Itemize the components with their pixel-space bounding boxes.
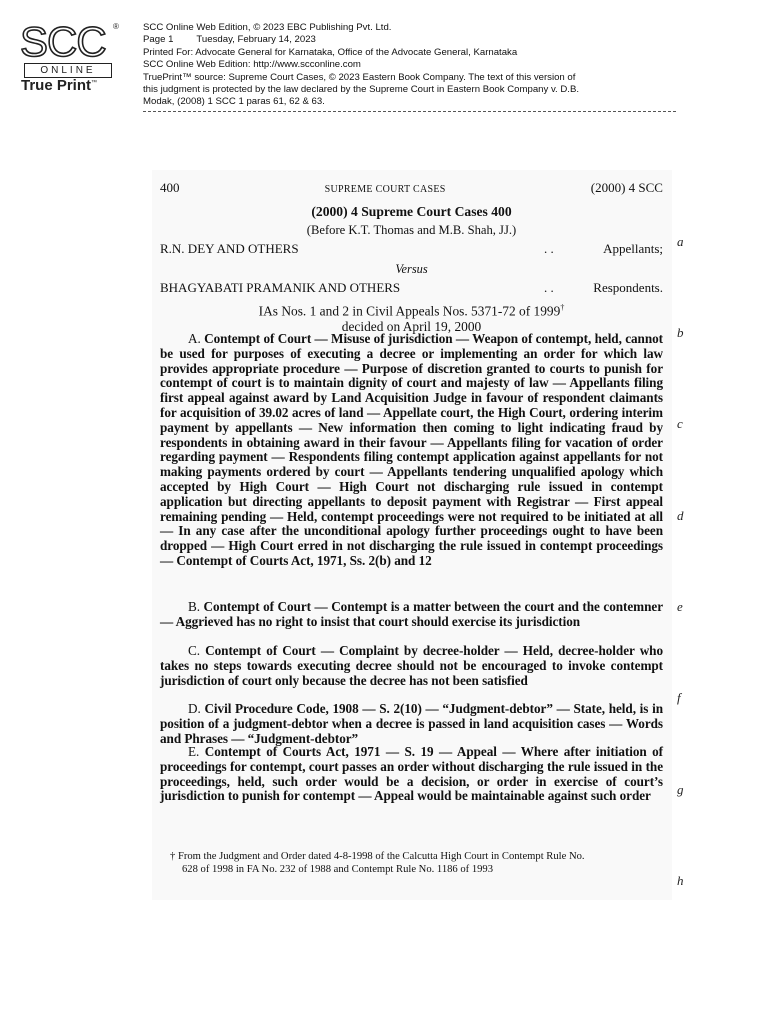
appellant-dots: . .: [544, 241, 554, 256]
headnote-letter: A.: [188, 331, 201, 346]
appellant-role: Appellants;: [603, 241, 663, 256]
running-page-number: 400: [160, 180, 180, 195]
logo-scc-text: SCC: [20, 18, 106, 65]
headnote-letter: E.: [188, 744, 200, 759]
headnote-letter: B.: [188, 599, 200, 614]
print-date: Tuesday, February 14, 2023: [196, 34, 316, 46]
headnote-text: Contempt of Courts Act, 1971 — S. 19 — Appeal — Where after initiation of proceedings for contempt, court passes an order without discharging the rule issued in the proceedings, held, such order would be a decision, or order in exercise of court’s jurisdiction to punish for contempt — Appeal would be maintainable against such order: [160, 744, 663, 804]
headnote-text: Contempt of Court — Contempt is a matter between the court and the contemner — Aggrieved has no right to insist that court should exercise its jurisdiction: [160, 599, 663, 629]
logo-registered-mark: ®: [113, 22, 119, 31]
margin-letter-c: c: [677, 416, 683, 431]
dagger-mark: †: [560, 303, 565, 312]
margin-letter-h: h: [677, 873, 684, 888]
footnote-line-2: 628 of 1998 in FA No. 232 of 1988 and Contempt Rule No. 1186 of 1993: [182, 864, 494, 875]
protection-line: this judgment is protected by the law declared by the Supreme Court in Eastern Book Company v. D.B.: [143, 84, 580, 96]
headnote-b: [160, 600, 663, 630]
margin-letter-b: b: [677, 325, 684, 340]
appellant-row: [160, 241, 663, 257]
ias-line: IAs Nos. 1 and 2 in Civil Appeals Nos. 5371-72 of 1999†: [258, 303, 565, 319]
trueprint-source-line: TruePrint™ source: Supreme Court Cases, © 2023 Eastern Book Company. The text of this version of: [143, 71, 576, 83]
headnote-a: [160, 332, 663, 569]
footnote: [170, 850, 666, 876]
respondent-row: [160, 280, 663, 296]
appellant-name: R.N. DEY AND OTHERS: [160, 241, 299, 256]
header-divider: [143, 111, 676, 112]
page-date-line: [143, 34, 683, 46]
scc-online-logo: [18, 18, 120, 94]
case-citation-title: (2000) 4 Supreme Court Cases 400: [311, 204, 512, 219]
page-number: Page 1: [143, 34, 174, 46]
margin-letter-e: e: [677, 599, 683, 614]
edition-line: SCC Online Web Edition, © 2023 EBC Publishing Pvt. Ltd.: [143, 22, 392, 33]
versus: Versus: [395, 262, 428, 276]
logo-online-text: ONLINE: [24, 63, 112, 78]
respondent-dots: . .: [544, 280, 554, 295]
margin-letter-d: d: [677, 508, 684, 523]
respondent-role: Respondents.: [593, 280, 663, 295]
headnote-d: [160, 702, 663, 746]
print-metadata: [143, 22, 683, 109]
footnote-line-1: † From the Judgment and Order dated 4-8-1998 of the Calcutta High Court in Contempt Rule No.: [170, 851, 585, 862]
bench: (Before K.T. Thomas and M.B. Shah, JJ.): [306, 223, 517, 237]
headnote-text: Contempt of Court — Complaint by decree-holder — Held, decree-holder who takes no steps towards executing decree should not be encouraged to invoke contempt jurisdiction of court only because the decree has not been satisfied: [160, 643, 664, 688]
headnote-e: [160, 745, 663, 804]
respondent-name: BHAGYABATI PRAMANIK AND OTHERS: [160, 280, 401, 295]
modak-citation-line: Modak, (2008) 1 SCC 1 paras 61, 62 & 63.: [143, 96, 325, 108]
decision-date: decided on April 19, 2000: [341, 319, 482, 335]
headnote-text: Civil Procedure Code, 1908 — S. 2(10) — “Judgment-debtor” — State, held, is in position of a judgment-debtor when a decree is passed in land acquisition cases — Words and Phrases — “Judgment-debtor”: [160, 701, 663, 746]
running-head: [160, 180, 663, 196]
running-citation: (2000) 4 SCC: [590, 180, 663, 195]
logo-true-print: True Print™: [21, 77, 98, 94]
margin-letter-f: f: [677, 690, 681, 705]
margin-letter-g: g: [677, 782, 684, 797]
headnote-c: [160, 644, 663, 688]
web-edition-line: SCC Online Web Edition: http://www.scconline.com: [143, 59, 361, 71]
margin-letter-a: a: [677, 234, 684, 249]
printed-for-line: Printed For: Advocate General for Karnataka, Office of the Advocate General, Karnataka: [143, 46, 518, 58]
headnote-text: Contempt of Court — Misuse of jurisdiction — Weapon of contempt, held, cannot be used for purposes of executing a decree or implementing an order for which law provides appropriate procedure — Purpose of discretion granted to courts to punish for contempt of court is to maintain dignity of court and majesty of law — Appellants filing first appeal against award by Land Acquisition Judge in favour of respondent claimants for acquisition of 39.02 acres of land — Appellate court, the High Court, ordering interim payment by appellants — New information then coming to light indicating fraud by respondents in obtaining award in their favour — Appellants filing for vacation of order regarding payment — Respondents filing contempt application against appellants for not making payments ordered by court — Appellants tendering unqualified apology which accepted by High Court — High Court not discharging rule issued in contempt application but directing appellants to deposit payment with Registrar — First appeal remaining pending — Held, contempt proceedings were not required to be initiated at all — In any case after the unconditional apology further proceedings ought to have been dropped — High Court erred in not discharging the rule issued in contempt proceedings — Contempt of Courts Act, 1971, Ss. 2(b) and 12: [160, 331, 664, 568]
headnote-letter: C.: [188, 643, 200, 658]
running-reporter-name: SUPREME COURT CASES: [324, 184, 446, 195]
headnote-letter: D.: [188, 701, 201, 716]
